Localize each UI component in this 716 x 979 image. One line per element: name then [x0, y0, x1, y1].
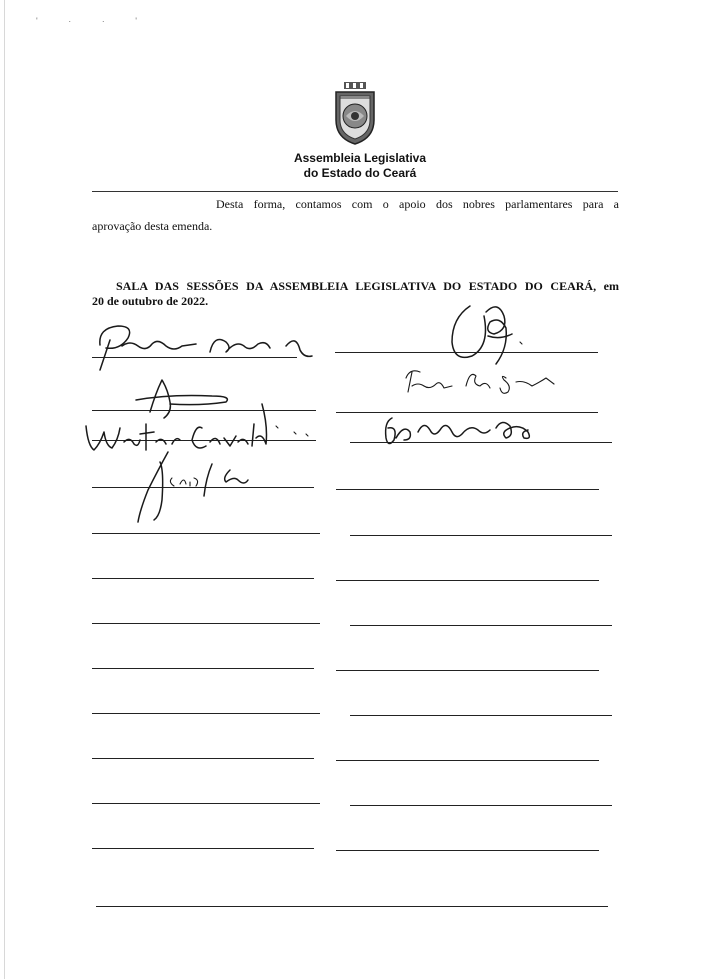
scan-specks: ' · · ': [36, 16, 151, 26]
signature-line-right: [350, 625, 612, 626]
signature-line-left: [92, 848, 314, 849]
signature-line-right: [336, 670, 599, 671]
signature-line-right: [350, 535, 612, 536]
signature-line-right: [336, 850, 599, 851]
closing-sessions-line1: SALA DAS SESSÕES DA ASSEMBLEIA LEGISLATIVA DO ESTADO DO CEARÁ, em: [116, 279, 619, 293]
signature-line-left: [92, 713, 320, 714]
state-seal-icon: [330, 80, 380, 146]
signature-line-left: [92, 578, 314, 579]
signature-line-left: [92, 803, 320, 804]
institution-name-line1: Assembleia Legislativa: [293, 151, 427, 165]
signature-line-left: [92, 758, 314, 759]
signature-line-right: [336, 489, 599, 490]
signature-6: [386, 418, 530, 444]
signature-line-left: [92, 668, 314, 669]
signature-line-left: [92, 357, 297, 358]
signature-line-right: [335, 352, 598, 353]
signature-line-left: [92, 533, 320, 534]
header-divider: [92, 191, 618, 192]
signature-line-left: [92, 623, 320, 624]
signature-line-left: [92, 440, 316, 441]
signature-line-left: [92, 487, 314, 488]
body-paragraph-line1: Desta forma, contamos com o apoio dos nobres parlamentares para a: [216, 197, 619, 211]
signature-line-right: [336, 580, 599, 581]
institution-name-line2: do Estado do Ceará: [303, 166, 417, 180]
page-edge: [4, 0, 5, 979]
signature-line-right: [350, 805, 612, 806]
signature-1: [100, 326, 312, 370]
signature-line-right: [350, 715, 612, 716]
signature-line-right: [350, 442, 612, 443]
signature-line-right: [336, 412, 598, 413]
signature-line-bottom: [96, 906, 608, 907]
signature-line-left: [92, 410, 316, 411]
signature-line-right: [336, 760, 599, 761]
signature-2: [452, 306, 522, 364]
signature-3: [136, 380, 227, 418]
body-paragraph-line2: aprovação desta emenda.: [92, 219, 213, 233]
signature-4: [406, 371, 554, 393]
closing-date-line: 20 de outubro de 2022.: [92, 294, 209, 308]
